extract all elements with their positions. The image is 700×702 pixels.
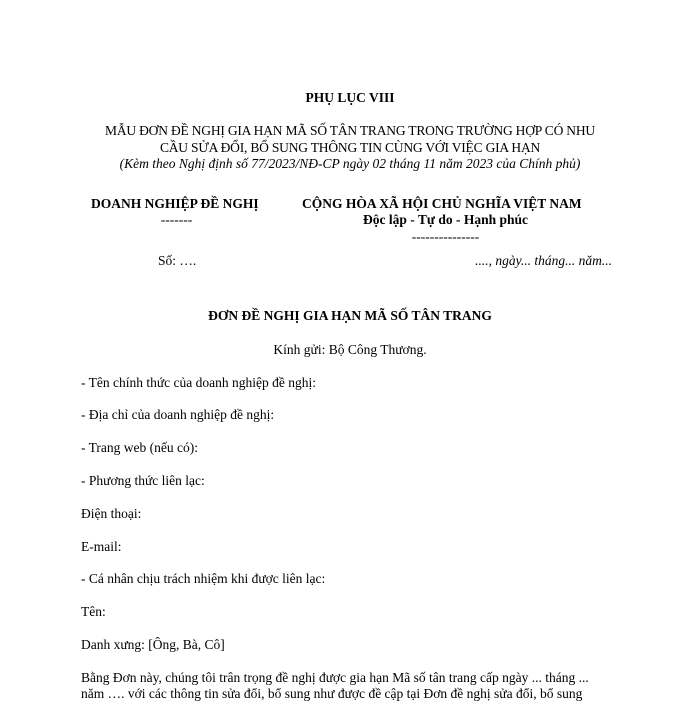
field-email: E-mail: <box>81 539 122 554</box>
document-date: ...., ngày... tháng... năm... <box>475 253 612 268</box>
recipient-line: Kính gửi: Bộ Công Thương. <box>273 342 427 357</box>
org-heading: DOANH NGHIỆP ĐỀ NGHỊ <box>91 196 259 211</box>
nation-motto: Độc lập - Tự do - Hạnh phúc <box>362 212 529 227</box>
form-title-line2: CẦU SỬA ĐỔI, BỔ SUNG THÔNG TIN CÙNG VỚI VIỆC GIA HẠN <box>159 140 541 155</box>
request-paragraph-line2: năm …. với các thông tin sửa đổi, bổ sung như được đề cập tại Đơn đề nghị sửa đổi, bổ sung <box>81 686 583 701</box>
field-contact-method: - Phương thức liên lạc: <box>81 473 205 488</box>
form-title-line1: MẪU ĐƠN ĐỀ NGHỊ GIA HẠN MÃ SỐ TÂN TRANG TRONG TRƯỜNG HỢP CÓ NHU <box>105 123 595 138</box>
field-phone: Điện thoại: <box>81 506 142 521</box>
request-paragraph-line1: Bằng Đơn này, chúng tôi trân trọng đề nghị được gia hạn Mã số tân trang cấp ngày ... tháng ... <box>81 670 589 685</box>
document-title: ĐƠN ĐỀ NGHỊ GIA HẠN MÃ SỐ TÂN TRANG <box>208 308 492 323</box>
org-rule: ------- <box>160 212 193 227</box>
field-responsible-person: - Cá nhân chịu trách nhiệm khi được liên lạc: <box>81 571 326 586</box>
field-name: Tên: <box>81 604 106 619</box>
field-website: - Trang web (nếu có): <box>81 440 198 455</box>
field-salutation: Danh xưng: [Ông, Bà, Cô] <box>81 637 225 652</box>
nation-rule: --------------- <box>411 229 480 244</box>
appendix-title: PHỤ LỤC VIII <box>305 90 395 105</box>
field-company-address: - Địa chỉ của doanh nghiệp đề nghị: <box>81 407 275 422</box>
field-company-name: - Tên chính thức của doanh nghiệp đề nghị: <box>81 375 317 390</box>
nation-heading: CỘNG HÒA XÃ HỘI CHỦ NGHĨA VIỆT NAM <box>302 196 582 211</box>
decree-note: (Kèm theo Nghị định số 77/2023/NĐ-CP ngày 02 tháng 11 năm 2023 của Chính phủ) <box>119 156 581 171</box>
document-number: Số: …. <box>158 253 197 268</box>
